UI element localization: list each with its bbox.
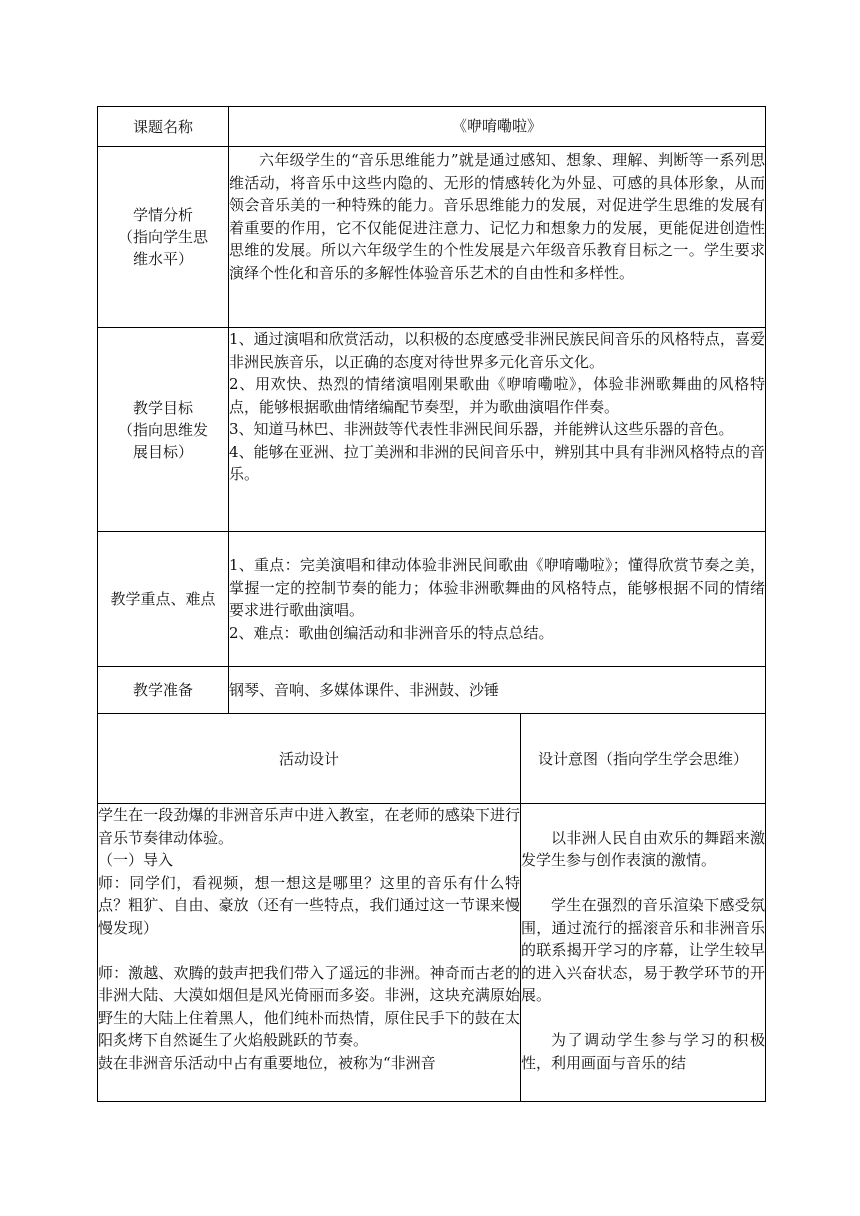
topic-row <box>98 107 766 147</box>
activity-design-cell <box>98 804 521 1102</box>
intent-paragraph: 学生在强烈的音乐渲染下感受氛围，通过流行的摇滚音乐和非洲音乐的联系揭开学习的序幕，让学生较早的进入兴奋状态，易于教学环节的开展。 <box>521 896 766 1004</box>
activity-row <box>98 804 766 1102</box>
activity-paragraph: 师：同学们，看视频，想一想这是哪里？这里的音乐有什么特点？粗犷、自由、豪放（还有一些特点，我们通过这一节课来慢慢发现） <box>98 873 520 937</box>
activity-header-row <box>98 714 766 804</box>
activity-design-header: 活动设计 <box>98 714 521 804</box>
goals-label-line: （指向思维发 <box>117 420 208 439</box>
goal-item: 2、用欢快、热烈的情绪演唱刚果歌曲《咿唷嘞啦》，体验非洲歌舞曲的风格特点，能够根据歌曲情绪编配节奏型，并为歌曲演唱作伴奏。 <box>229 375 766 416</box>
analysis-text-cell <box>229 147 766 328</box>
paragraph-gap <box>521 804 765 827</box>
preparation-label: 教学准备 <box>98 667 229 714</box>
preparation-row <box>98 667 766 714</box>
goals-label-line: 教学目标 <box>132 398 193 417</box>
paragraph-gap <box>98 939 520 962</box>
goals-label <box>98 328 229 532</box>
design-intent-cell <box>521 804 766 1102</box>
analysis-label-line: 维水平） <box>132 250 193 268</box>
analysis-label <box>98 147 229 328</box>
key-point-item: 2、难点：歌曲创编活动和非洲音乐的特点总结。 <box>229 623 554 642</box>
intent-paragraph: 为了调动学生参与学习的积极性，利用画面与音乐的结 <box>521 1031 766 1072</box>
topic-label: 课题名称 <box>98 107 229 147</box>
analysis-label-line: 学情分析 <box>132 206 193 224</box>
goal-item: 4、能够在亚洲、拉丁美洲和非洲的民间音乐中，辨别其中具有非洲风格特点的音乐。 <box>229 442 766 483</box>
key-point-item: 1、重点：完美演唱和律动体验非洲民间歌曲《咿唷嘞啦》；懂得欣赏节奏之美，掌握一定的控制节奏的能力；体验非洲歌舞曲的风格特点，能够根据不同的情绪要求进行歌曲演唱。 <box>229 556 766 619</box>
goals-text-cell <box>229 328 766 532</box>
design-intent-header: 设计意图（指向学生学会思维） <box>521 714 766 804</box>
activity-paragraph: 鼓在非洲音乐活动中占有重要地位，被称为“非洲音 <box>98 1053 436 1072</box>
intent-paragraph: 以非洲人民自由欢乐的舞蹈来激发学生参与创作表演的激情。 <box>521 828 766 869</box>
analysis-text: 六年级学生的“音乐思维能力”就是通过感知、想象、理解、判断等一系列思维活动，将音乐中这些内隐的、无形的情感转化为外显、可感的具体形象，从而领会音乐美的一种特殊的能力。音乐思维能力的发展，对促进学生思维的发展有着重要的作用，它不仅能促进注意力、记忆力和想象力的发展，更能促进创造性思维的发展。所以六年级学生的个性发展是六年级音乐教育目标之一。学生要求演绎个性化和音乐的多解性体验音乐艺术的自由性和多样性。 <box>229 151 766 282</box>
analysis-row <box>98 147 766 328</box>
activity-paragraph: （一）导入 <box>98 851 174 869</box>
goals-row <box>98 328 766 532</box>
key-points-text-cell <box>229 532 766 667</box>
goals-label-line: 展目标） <box>132 442 193 461</box>
lesson-plan-table <box>97 106 766 1102</box>
preparation-value: 钢琴、音响、多媒体课件、非洲鼓、沙锤 <box>229 667 766 714</box>
analysis-label-line: （指向学生思 <box>117 228 208 246</box>
topic-value: 《咿唷嘞啦》 <box>229 107 766 147</box>
goal-item: 1、通过演唱和欣赏活动，以积极的态度感受非洲民族民间音乐的风格特点，喜爱非洲民族音乐，以正确的态度对待世界多元化音乐文化。 <box>229 330 766 371</box>
paragraph-gap <box>521 872 765 895</box>
key-points-row <box>98 532 766 667</box>
activity-paragraph: 学生在一段劲爆的非洲音乐声中进入教室，在老师的感染下进行音乐节奏律动体验。 <box>98 806 520 847</box>
goal-item: 3、知道马林巴、非洲鼓等代表性非洲民间乐器，并能辨认这些乐器的音色。 <box>229 420 734 438</box>
key-points-label: 教学重点、难点 <box>98 532 229 667</box>
paragraph-gap <box>521 1007 765 1030</box>
activity-paragraph: 师：激越、欢腾的鼓声把我们带入了遥远的非洲。神奇而古老的非洲大陆、大漠如烟但是风光倚丽而多姿。非洲，这块充满原始野生的大陆上住着黑人，他们纯朴而热情，原住民手下的鼓在太阳炙烤下自然诞生了火焰般跳跃的节奏。 <box>98 963 520 1049</box>
